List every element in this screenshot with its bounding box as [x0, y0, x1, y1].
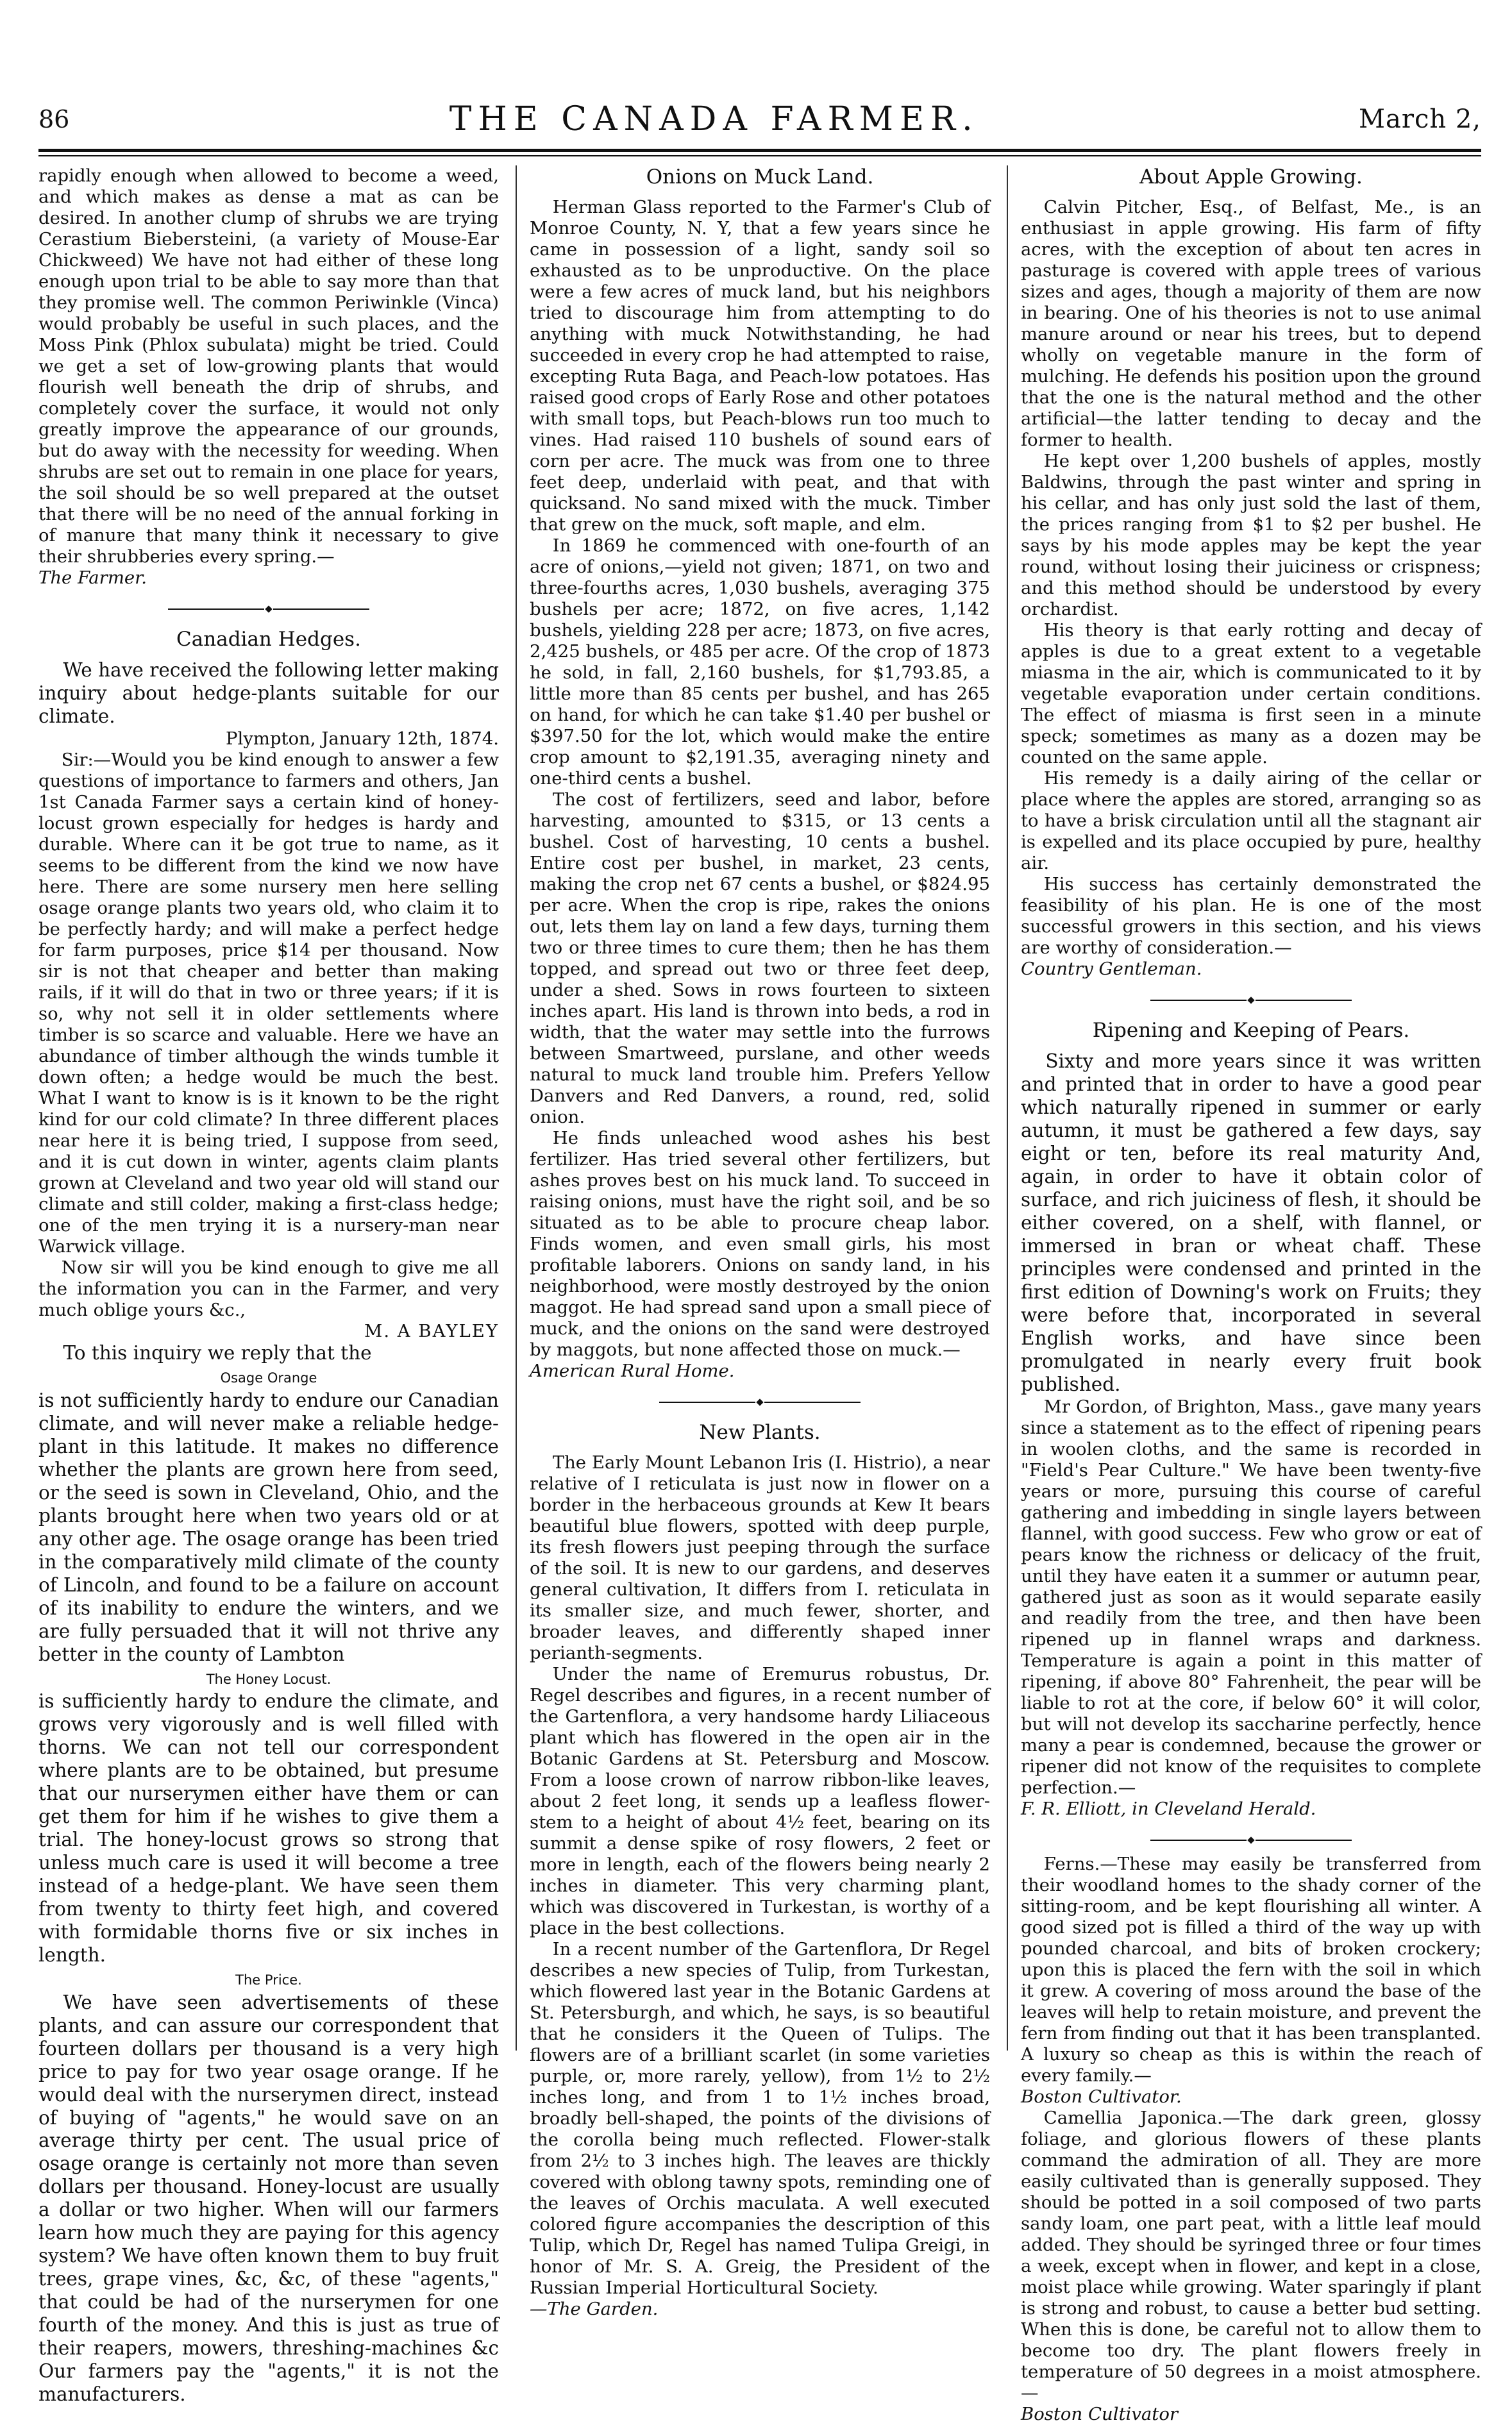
article-source: Boston Cultivator [1021, 2404, 1179, 2425]
article-paragraph: We have seen advertisements of these plants, and can assure our correspondent that fourteen dollars per thousand is a very high price to pay for two year osage orange. If he would deal with the nurserymen direct, instead of buying of "agents," he would save on an average thirty per cent. The usual price of osage orange is certainly not more than seven dollars per thousand. Honey-locust are usually a dollar or two higher. When will our farmers learn how much they are paying for this agency system? We have often known them to buy fruit trees, grape vines, &c, &c, of these "agents," that could be had of the nurserymen for one fourth of the money. And this is just as true of their reapers, mowers, threshing-machines &c Our farmers pay the "agents," it is not the manufacturers. [38, 1991, 499, 2406]
article-heading: New Plants. [699, 1421, 821, 1445]
page-number: 86 [38, 105, 70, 133]
article-paragraph: We have received the following letter making inquiry about hedge-plants suitable for our climate. [38, 659, 499, 728]
article-source: F. R. Elliott, in Cleveland Herald. [1021, 1799, 1316, 1820]
article-paragraph: The cost of fertilizers, seed and labor, before harvesting, amounted to $315, or 13 cents a bushel. Cost of harvesting, 10 cents a bushel. Entire cost per bushel, in market, 23 cents, making the crop net 67 cents a bushel, or $824.95 per acre. When the crop is ripe, rakes the onions out, lets them lay on land a few days, turning them two or three times to cure them; then he has them topped, and spread out two or three feet deep, under a shed. Sows in rows fourteen to sixteen inches apart. His land is thrown into beds, a rod in width, that the water may settle into the furrows between Smartweed, purslane, and other weeds natural to muck land trouble him. Prefers Yellow Danvers and Red Danvers, a round, red, solid onion. [530, 789, 990, 1128]
section-separator [38, 598, 499, 619]
article-paragraph: In a recent number of the Gartenflora, Dr Regel describes a new species of Tulip, from Turkestan, which flowered last year in the Botanic Gardens at St. Petersburgh, and which, he says, is so beautiful that he considers it the Queen of Tulips. The flowers are of a brilliant scarlet (in some varieties purple, or, more rarely, yellow), from 1½ to 2½ inches long, and from 1 to 1½ inches broad, broadly bell-shaped, the points of the divisions of the corolla being much reflected. Flower-stalk from 2½ to 3 inches high. The leaves are thickly covered with oblong tawny spots, reminding one of the leaves of Orchis maculata. A well executed colored figure accompanies the description of this Tulip, which Dr, Regel has named Tulipa Greigi, in honor of Mr. S. A. Greig, the President of the Russian Imperial Horticultural Society. [530, 1939, 990, 2299]
article-paragraph: Calvin Pitcher, Esq., of Belfast, Me., is an enthusiast in apple growing. His farm of fifty acres, with the exception of about ten acres in pasturage is covered with apple trees of various sizes and ages, though a majority of them are now in bearing. One of his theories is not to use animal manure around or near his trees, but to depend wholly on vegetable manure in the form of mulching. He defends his position upon the ground that the one is the natural method and the other artificial—the latter tending to decay and the former to health. [1021, 197, 1481, 451]
article-heading: About Apple Growing. [1139, 165, 1363, 189]
article-paragraph: He kept over 1,200 bushels of apples, mostly Baldwins, through the past winter and spring in his cellar, and has only just sold the last of them, the prices ranging from $1 to $2 per bushel. He says by his mode apples may be kept the year round, without losing their juiciness or crispness; and this method should be understood by every orchardist. [1021, 451, 1481, 620]
subheading: The Honey Locust. [206, 1671, 332, 1687]
column-left [38, 165, 499, 2406]
article-heading: Onions on Muck Land. [646, 165, 874, 189]
article-paragraph: His theory is that early rotting and decay of apples is due to a great extent to a vegetable miasma in the air, which is communicated to it by vegetable evaporation under certain conditions. The effect of miasma is first seen in a minute speck; sometimes as many as a dozen may be counted on the same apple. [1021, 620, 1481, 768]
article-paragraph: Sixty and more years since it was written and printed that in order to have a good pear which naturally ripened in summer or early autumn, it must be gathered a few days, say eight or ten, before its real maturity And, again, in order to have it obtain color of surface, and rich juiciness of flesh, it should be either covered, on a shelf, with flannel, or immersed in bran or wheat chaff. These principles were condensed and printed in the first edition of Downing's work on Fruits; they were before that, incorporated in several English works, and have since been promulgated in nearly every fruit book published. [1021, 1050, 1481, 1396]
masthead-rule-thin [38, 155, 1481, 156]
article-source: Country Gentleman. [1021, 959, 1202, 980]
article-paragraph: is sufficiently hardy to endure the climate, and grows very vigorously and is well filled with thorns. We can not tell our correspondent where plants are to be obtained, but presume that our nurserymen either have them or can get them for him if he wishes to give them a trial. The honey-locust grows so strong that unless much care is used it will become a tree instead of a hedge-plant. We have seen them from twenty to thirty feet high, and covered with formidable thorns five or six inches in length. [38, 1690, 499, 1966]
subheading: The Price. [235, 1972, 302, 1988]
article-paragraph: He finds unleached wood ashes his best fertilizer. Has tried several other fertilizers, but ashes proves best on his muck land. To succeed in raising onions, must have the right soil, and be so situated as to be able to procure cheap labor. Finds women, and even small girls, his most profitable laborers. Onions on sandy land, in his neighborhood, were mostly destroyed by the onion maggot. He had spread sand upon a small piece of muck, and the onions on the sand were destroyed by maggots, but none affected those on muck.— [530, 1128, 990, 1361]
article-continuation: rapidly enough when allowed to become a weed, and which makes as dense a mat as can be desired. In another clump of shrubs we are trying Cerastium Biebersteini, (a variety of Mouse-Ear Chickweed) We have not had either of these long enough upon trial to be able to say more than that they promise well. The common Periwinkle (Vinca) would probably be useful in such places, and the Moss Pink (Phlox subulata) might be tried. Could we get a set of low-growing plants that would flourish well beneath the drip of shrubs, and completely cover the surface, it would not only greatly improve the appearance of our grounds, but do away with the necessity for weeding. When shrubs are set out to remain in one place for years, the soil should be so well prepared at the outset that there will be no need of the annual forking in of manure that many think it necessary to give their shrubberies every spring.— [38, 165, 499, 567]
section-separator [530, 1391, 990, 1412]
issue-date: March 2, [1359, 105, 1481, 134]
column-divider [1007, 165, 1008, 2051]
article-heading: Ripening and Keeping of Pears. [1092, 1019, 1410, 1043]
article-source: Boston Cultivator. [1021, 2086, 1182, 2108]
letter-close: Now sir will you be kind enough to give me all the information you can in the Farmer, and very much oblige yours &c., [38, 1257, 499, 1321]
section-separator [1021, 1829, 1481, 1850]
article-paragraph: Ferns.—These may easily be transferred from their woodland homes to the shady corner of the sitting-room, and be kept flourishing all winter. A good sized pot is filled a third of the way up with pounded charcoal, and bits of broken crockery; upon this is placed the fern with the soil in which it grew. A covering of moss around the base of the leaves will help to retain moisture, and prevent the fern from finding out that it has been transplanted. A luxury so cheap as this is within the reach of every family.— [1021, 1854, 1481, 2086]
article-paragraph: Mr Gordon, of Brighton, Mass., gave many years since a statement as to the effect of ripening pears in woolen cloths, and the same is recorded in "Field's Pear Culture." We have been twenty-five years or more, pursuing this course of careful gathering and imbedding in single layers between flannel, with good success. Few who grow or eat of pears know the richness or delicacy of the fruit, until they have eaten it a summer or autumn pear, gathered just as soon as it would separate easily and readily from the tree, and then have been ripened up in flannel wraps and darkness. Temperature is again a point in this matter of ripening, if above 80° Fahrenheit, the pear will be liable to rot at the core, if below 60° it will color, but will not develop its saccharine perfectly, hence many a pear is condemned, because the grower or ripener did not know of the requisites to complete perfection.— [1021, 1397, 1481, 1799]
article-paragraph: His success has certainly demonstrated the feasibility of his plan. He is one of the most successful growers in this section, and his views are worthy of consideration.— [1021, 874, 1481, 959]
article-source: —The Garden. [530, 2299, 659, 2320]
column-middle [530, 165, 990, 2320]
article-paragraph: Under the name of Eremurus robustus, Dr. Regel describes and figures, in a recent number of the Gartenflora, a very handsome hardy Liliaceous plant which has flowered in the open air in the Botanic Gardens at St. Petersburg and Moscow. From a loose crown of narrow ribbon-like leaves, about 2 feet long, it sends up a leafless flower-stem to a height of about 4½ feet, bearing on its summit a dense spike of rosy flowers, 2 feet or more in length, each of the flowers being nearly 2 inches in diameter. This very charming plant, which was discovered in Turkestan, is worthy of a place in the best collections. [530, 1664, 990, 1939]
newspaper-title: THE CANADA FARMER. [449, 100, 979, 138]
letter-signature: M. A BAYLEY [364, 1321, 499, 1342]
article-paragraph: In 1869 he commenced with one-fourth of an acre of onions,—yield not given; 1871, on two and three-fourths acres, 1,030 bushels, averaging 375 bushels per acre; 1872, on five acres, 1,142 bushels, yielding 228 per acre; 1873, on five acres, 2,425 bushels, or 485 per acre. Of the crop of 1873 he sold, in fall, 2,160 bushels, for $1,793.85, a little more than 85 cents per bushel, and has 265 on hand, for which he can take $1.40 per bushel or $397.50 for the lot, which would make the entire crop amount to $2,191.35, averaging ninety and one-third cents a bushel. [530, 535, 990, 789]
article-paragraph: His remedy is a daily airing of the cellar or place where the apples are stored, arranging so as to have a brisk circulation until all the stagnant air is expelled and its place occupied by pure, healthy air. [1021, 768, 1481, 874]
article-paragraph: is not sufficiently hardy to endure our Canadian climate, and will never make a reliable hedge-plant in this latitude. It makes no difference whether the plants are grown here from seed, or the seed is sown in Cleveland, Ohio, and the plants brought here when two years old or at any other age. The osage orange has been tried in the comparatively mild climate of the county of Lincoln, and found to be a failure on account of its inability to endure the winters, and we are fully persuaded that it will not thrive any better in the county of Lambton [38, 1389, 499, 1665]
article-paragraph: Herman Glass reported to the Farmer's Club of Monroe County, N. Y, that a few years since he came in possession of a light, sandy soil so exhausted as to be unproductive. On the place were a few acres of muck land, but his neighbors tried to discourage him from attempting to do anything with muck Notwithstanding, he had succeeded in every crop he had attempted to raise, excepting Ruta Baga, and Peach-low potatoes. Has raised good crops of Early Rose and other potatoes with small tops, but Peach-blows run too much to vines. Had raised 110 bushels of sound ears of corn per acre. The muck was from one to three feet deep, underlaid with peat, and that with quicksand. No sand mixed with the muck. Timber that grew on the muck, soft maple, and elm. [530, 197, 990, 535]
masthead [38, 96, 1481, 142]
section-separator [1021, 989, 1481, 1010]
article-paragraph: The Early Mount Lebanon Iris (I. Histrio), a near relative of I reticulata is just now in flower on a border in the herbaceous grounds at Kew It bears beautiful blue flowers, spotted with deep purple, its fresh flowers just peeping through the surface of the soil. It is new to our gardens, and deserves general cultivation, It differs from I. reticulata in its smaller size, and much fewer, shorter, and broader leaves, and differently shaped inner perianth-segments. [530, 1452, 990, 1664]
article-heading: Canadian Hedges. [176, 628, 361, 651]
subheading: Osage Orange [220, 1370, 317, 1386]
masthead-rule [38, 149, 1481, 152]
article-paragraph: To this inquiry we reply that the [63, 1342, 372, 1364]
letter-body: Sir:—Would you be kind enough to answer a few questions of importance to farmers and others, Jan 1st Canada Farmer says a certain kind of honey-locust grown especially for hedges is hardy and durable. Where can it be got true to name, as it seems to be different from the kind we now have here. There are some nursery men here selling osage orange plants two years old, who claim it to be perfectly hardy; and will make a perfect hedge for farm purposes, price $14 per thousand. Now sir is not that cheaper and better than making rails, if it will do that in two or three years; if it is so, why not sell it in older settlements where timber is so scarce and valuable. Here we have an abundance of timber although the winds tumble it down often; a hedge would be much the best. What I want to know is is it known to be the right kind for our cold climate? In three different places near here it is being tried, I suppose from seed, and it is cut down in winter, agents claim plants grown at Cleveland and two year old will stand our climate and still colder, making a first-class hedge; one of the men trying it is a nursery-man near Warwick village. [38, 750, 499, 1257]
column-right [1021, 165, 1481, 2425]
article-source: The Farmer. [38, 567, 147, 588]
article-source: American Rural Home. [530, 1361, 735, 1382]
article-paragraph: Camellia Japonica.—The dark green, glossy foliage, and glorious flowers of these plants command the admiration of all. They are more easily cultivated than is generally supposed. They should be potted in a soil composed of two parts sandy loam, one part peat, with a little leaf mould added. They should be syringed three or four times a week, except when in flower, and kept in a close, moist place while growing. Water sparingly if plant is strong and robust, to cause a better bud setting. When this is done, be careful not to allow them to become too dry. The plant flowers freely in temperature of 50 degrees in a moist atmosphere.— [1021, 2108, 1481, 2404]
letter-dateline: Plympton, January 12th, 1874. [226, 728, 499, 750]
column-divider [516, 165, 517, 2051]
